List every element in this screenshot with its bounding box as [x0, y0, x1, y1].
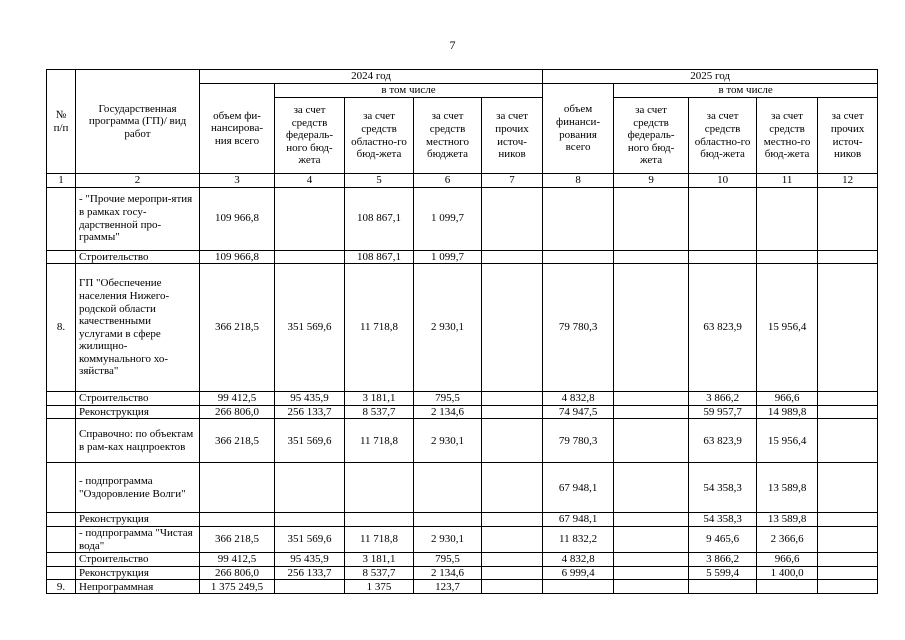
value-cell: 67 948,1	[543, 513, 614, 527]
row-name: Непрограммная	[76, 580, 200, 594]
value-cell	[818, 553, 878, 567]
value-cell: 74 947,5	[543, 405, 614, 419]
value-cell	[482, 250, 543, 264]
row-name: - подпрограмма "Оздоровление Волги"	[76, 463, 200, 513]
table-row	[47, 405, 878, 419]
value-cell: 3 181,1	[345, 553, 414, 567]
value-cell: 79 780,3	[543, 419, 614, 463]
value-cell	[614, 250, 689, 264]
page-number: 7	[449, 38, 456, 52]
value-cell	[689, 580, 757, 594]
value-cell	[818, 580, 878, 594]
table-row	[47, 392, 878, 406]
value-cell	[818, 392, 878, 406]
value-cell	[614, 264, 689, 392]
header-total-2024: объем фи-нансирова-ния всего	[200, 84, 275, 174]
value-cell: 59 957,7	[689, 405, 757, 419]
value-cell: 15 956,4	[757, 419, 818, 463]
value-cell	[818, 463, 878, 513]
value-cell: 366 218,5	[200, 264, 275, 392]
value-cell	[345, 513, 414, 527]
value-cell: 108 867,1	[345, 187, 414, 250]
row-number: 8.	[47, 264, 76, 392]
value-cell	[275, 513, 345, 527]
value-cell	[275, 463, 345, 513]
value-cell	[275, 187, 345, 250]
table-row	[47, 187, 878, 250]
value-cell	[543, 187, 614, 250]
value-cell	[614, 553, 689, 567]
table-row	[47, 463, 878, 513]
value-cell: 54 358,3	[689, 463, 757, 513]
value-cell	[482, 419, 543, 463]
row-number	[47, 513, 76, 527]
value-cell: 67 948,1	[543, 463, 614, 513]
value-cell: 966,6	[757, 553, 818, 567]
column-number-row	[47, 174, 878, 188]
value-cell: 79 780,3	[543, 264, 614, 392]
value-cell: 15 956,4	[757, 264, 818, 392]
row-number	[47, 405, 76, 419]
value-cell	[543, 580, 614, 594]
value-cell	[200, 463, 275, 513]
row-name: Строительство	[76, 553, 200, 567]
table-row	[47, 526, 878, 552]
value-cell	[689, 250, 757, 264]
value-cell	[757, 580, 818, 594]
table-row	[47, 419, 878, 463]
table-row	[47, 553, 878, 567]
value-cell: 11 718,8	[345, 264, 414, 392]
row-number	[47, 392, 76, 406]
column-number: 10	[689, 174, 757, 188]
value-cell: 795,5	[414, 392, 482, 406]
value-cell: 109 966,8	[200, 187, 275, 250]
value-cell: 1 375 249,5	[200, 580, 275, 594]
column-number: 11	[757, 174, 818, 188]
value-cell: 95 435,9	[275, 392, 345, 406]
value-cell	[482, 392, 543, 406]
value-cell	[275, 250, 345, 264]
value-cell	[482, 264, 543, 392]
value-cell: 54 358,3	[689, 513, 757, 527]
value-cell	[614, 513, 689, 527]
header-local-2024: за счет средств местного бюджета	[414, 98, 482, 174]
value-cell	[482, 553, 543, 567]
column-number: 2	[76, 174, 200, 188]
value-cell: 351 569,6	[275, 419, 345, 463]
value-cell: 366 218,5	[200, 526, 275, 552]
row-number	[47, 566, 76, 580]
value-cell	[818, 566, 878, 580]
row-name: Справочно: по объектам в рам-ках нацпроектов	[76, 419, 200, 463]
value-cell: 8 537,7	[345, 566, 414, 580]
value-cell	[614, 566, 689, 580]
column-number: 8	[543, 174, 614, 188]
header-regional-2024: за счет средств областно-го бюд-жета	[345, 98, 414, 174]
value-cell	[689, 187, 757, 250]
value-cell: 2 134,6	[414, 566, 482, 580]
value-cell: 3 866,2	[689, 392, 757, 406]
value-cell: 351 569,6	[275, 264, 345, 392]
value-cell: 11 832,2	[543, 526, 614, 552]
value-cell	[614, 580, 689, 594]
header-regional-2025: за счет средств областно-го бюд-жета	[689, 98, 757, 174]
value-cell	[614, 392, 689, 406]
row-number	[47, 187, 76, 250]
header-program: Государственная программа (ГП)/ вид работ	[76, 70, 200, 174]
value-cell: 13 589,8	[757, 463, 818, 513]
financing-table	[46, 69, 878, 594]
value-cell	[482, 463, 543, 513]
value-cell: 1 375	[345, 580, 414, 594]
value-cell	[482, 526, 543, 552]
row-name: Реконструкция	[76, 566, 200, 580]
value-cell: 2 930,1	[414, 264, 482, 392]
value-cell	[818, 526, 878, 552]
header-including-2025: в том числе	[614, 84, 878, 98]
header-federal-2024: за счет средств федераль-ного бюд-жета	[275, 98, 345, 174]
value-cell: 351 569,6	[275, 526, 345, 552]
row-name: Строительство	[76, 250, 200, 264]
value-cell: 3 866,2	[689, 553, 757, 567]
header-including-2024: в том числе	[275, 84, 543, 98]
column-number: 7	[482, 174, 543, 188]
table-row	[47, 566, 878, 580]
value-cell	[414, 513, 482, 527]
header-total-2025: объем финанси-рования всего	[543, 84, 614, 174]
header-local-2025: за счет средств местно-го бюд-жета	[757, 98, 818, 174]
value-cell: 63 823,9	[689, 419, 757, 463]
value-cell: 2 134,6	[414, 405, 482, 419]
value-cell: 14 989,8	[757, 405, 818, 419]
header-federal-2025: за счет средств федераль-ного бюд-жета	[614, 98, 689, 174]
value-cell	[614, 419, 689, 463]
column-number: 5	[345, 174, 414, 188]
value-cell	[818, 405, 878, 419]
value-cell: 2 366,6	[757, 526, 818, 552]
value-cell: 795,5	[414, 553, 482, 567]
row-number	[47, 250, 76, 264]
value-cell	[818, 513, 878, 527]
row-name: Реконструкция	[76, 513, 200, 527]
value-cell: 3 181,1	[345, 392, 414, 406]
value-cell: 5 599,4	[689, 566, 757, 580]
column-number: 9	[614, 174, 689, 188]
value-cell: 11 718,8	[345, 526, 414, 552]
value-cell	[482, 580, 543, 594]
value-cell	[482, 187, 543, 250]
value-cell: 8 537,7	[345, 405, 414, 419]
value-cell	[757, 187, 818, 250]
value-cell: 6 999,4	[543, 566, 614, 580]
row-name: Реконструкция	[76, 405, 200, 419]
value-cell	[818, 187, 878, 250]
header-other-2024: за счет прочих источ-ников	[482, 98, 543, 174]
value-cell	[543, 250, 614, 264]
value-cell: 1 099,7	[414, 187, 482, 250]
row-name: - подпрограмма "Чистая вода"	[76, 526, 200, 552]
column-number: 3	[200, 174, 275, 188]
value-cell: 1 099,7	[414, 250, 482, 264]
value-cell	[275, 580, 345, 594]
table-row	[47, 513, 878, 527]
value-cell	[818, 250, 878, 264]
table-row	[47, 264, 878, 392]
value-cell: 966,6	[757, 392, 818, 406]
value-cell	[200, 513, 275, 527]
value-cell: 95 435,9	[275, 553, 345, 567]
header-year-2024: 2024 год	[200, 70, 543, 84]
value-cell	[614, 405, 689, 419]
value-cell	[614, 526, 689, 552]
table-row	[47, 250, 878, 264]
value-cell: 1 400,0	[757, 566, 818, 580]
value-cell	[414, 463, 482, 513]
value-cell: 256 133,7	[275, 405, 345, 419]
value-cell: 13 589,8	[757, 513, 818, 527]
row-name: Строительство	[76, 392, 200, 406]
value-cell	[482, 513, 543, 527]
row-number: 9.	[47, 580, 76, 594]
header-num: № п/п	[47, 70, 76, 174]
value-cell: 99 412,5	[200, 392, 275, 406]
value-cell	[757, 250, 818, 264]
value-cell: 4 832,8	[543, 553, 614, 567]
value-cell	[818, 419, 878, 463]
value-cell: 11 718,8	[345, 419, 414, 463]
column-number: 12	[818, 174, 878, 188]
value-cell: 266 806,0	[200, 566, 275, 580]
row-number	[47, 553, 76, 567]
column-number: 1	[47, 174, 76, 188]
value-cell: 4 832,8	[543, 392, 614, 406]
value-cell: 9 465,6	[689, 526, 757, 552]
value-cell	[482, 405, 543, 419]
value-cell	[482, 566, 543, 580]
row-name: - "Прочие меропри-ятия в рамках госу-дарственной про-граммы"	[76, 187, 200, 250]
row-number	[47, 419, 76, 463]
column-number: 4	[275, 174, 345, 188]
header-year-2025: 2025 год	[543, 70, 878, 84]
value-cell: 2 930,1	[414, 526, 482, 552]
value-cell: 109 966,8	[200, 250, 275, 264]
value-cell	[614, 187, 689, 250]
value-cell: 99 412,5	[200, 553, 275, 567]
value-cell: 266 806,0	[200, 405, 275, 419]
value-cell: 256 133,7	[275, 566, 345, 580]
table-row	[47, 580, 878, 594]
value-cell: 108 867,1	[345, 250, 414, 264]
column-number: 6	[414, 174, 482, 188]
value-cell: 123,7	[414, 580, 482, 594]
value-cell: 63 823,9	[689, 264, 757, 392]
header-other-2025: за счет прочих источ-ников	[818, 98, 878, 174]
row-number	[47, 463, 76, 513]
value-cell	[818, 264, 878, 392]
value-cell: 366 218,5	[200, 419, 275, 463]
row-number	[47, 526, 76, 552]
row-name: ГП "Обеспечение населения Нижего-родской области качественными услугами в сфере жилищно-коммунального хо-зяйства"	[76, 264, 200, 392]
value-cell	[614, 463, 689, 513]
value-cell: 2 930,1	[414, 419, 482, 463]
value-cell	[345, 463, 414, 513]
